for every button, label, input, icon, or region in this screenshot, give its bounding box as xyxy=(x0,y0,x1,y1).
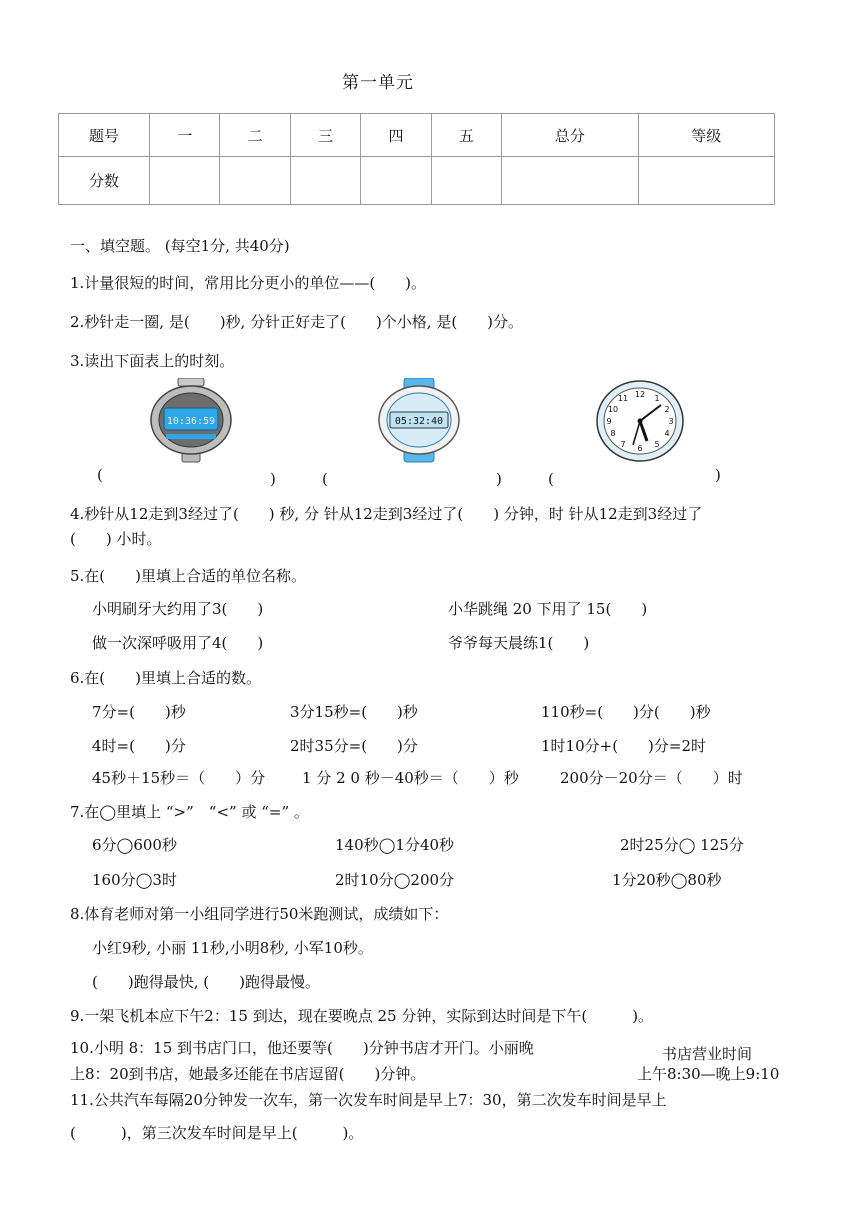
question-8: 8.体育老师对第一小组同学进行50米跑测试，成绩如下： xyxy=(70,905,449,923)
answer-paren-open: ( xyxy=(97,466,103,484)
score-table-header-row xyxy=(59,114,775,157)
q8-results: 小红9秒, 小丽 11秒,小明8秒, 小军10秒。 xyxy=(92,939,373,957)
score-input-cell[interactable] xyxy=(638,157,774,205)
table-cell: 题号 xyxy=(59,114,150,157)
watch-icon xyxy=(376,378,462,464)
q7-item: 140秒◯1分40秒 xyxy=(335,836,455,854)
answer-paren-close: ) xyxy=(715,466,721,484)
svg-text:7: 7 xyxy=(620,440,626,449)
question-6: 6.在( )里填上合适的数。 xyxy=(70,669,262,687)
score-input-cell[interactable] xyxy=(502,157,638,205)
q7-item: 2时10分◯200分 xyxy=(335,871,455,889)
q6-item: 1 分 2 0 秒－40秒＝（ ）秒 xyxy=(302,769,519,787)
question-4-cont: ( ) 小时。 xyxy=(70,530,162,548)
question-10-cont: 上8：20到书店，她最多还能在书店逗留( )分钟。 xyxy=(70,1065,426,1083)
svg-text:12: 12 xyxy=(634,390,646,399)
score-input-cell[interactable] xyxy=(431,157,501,205)
score-input-cell[interactable] xyxy=(361,157,431,205)
table-cell: 分数 xyxy=(59,157,150,205)
table-cell: 四 xyxy=(361,114,431,157)
answer-paren-open: ( xyxy=(322,470,328,488)
svg-text:5: 5 xyxy=(654,440,660,449)
q6-item: 110秒=( )分( )秒 xyxy=(541,703,711,721)
watch-display: 05:32:40 xyxy=(394,416,444,427)
svg-text:2: 2 xyxy=(664,405,670,414)
answer-paren-close: ) xyxy=(270,470,276,488)
q7-item: 160分◯3时 xyxy=(92,871,177,889)
q5-item: 爷爷每天晨练1( ) xyxy=(448,634,590,652)
store-hours-title: 书店营业时间 xyxy=(662,1045,753,1063)
stopwatch-display: 10:36:59 xyxy=(166,416,216,427)
svg-text:8: 8 xyxy=(610,429,616,438)
table-cell: 二 xyxy=(220,114,290,157)
table-cell: 一 xyxy=(150,114,220,157)
question-11: 11.公共汽车每隔20分钟发一次车，第一次发车时间是早上7：30，第二次发车时间是早上 xyxy=(70,1091,667,1109)
score-table-row xyxy=(59,157,775,205)
q7-item: 1分20秒◯80秒 xyxy=(612,871,722,889)
svg-text:3: 3 xyxy=(668,417,674,426)
q5-item: 做一次深呼吸用了4( ) xyxy=(92,634,264,652)
question-5: 5.在( )里填上合适的单位名称。 xyxy=(70,567,307,585)
svg-text:9: 9 xyxy=(606,417,612,426)
question-2: 2.秒针走一圈, 是( )秒, 分针正好走了( )个小格, 是( )分。 xyxy=(70,313,524,331)
q6-item: 7分=( )秒 xyxy=(92,703,186,721)
page-title: 第一单元 xyxy=(342,73,414,93)
table-cell: 五 xyxy=(431,114,501,157)
q6-item: 4时=( )分 xyxy=(92,737,186,755)
svg-text:4: 4 xyxy=(664,429,670,438)
svg-text:11: 11 xyxy=(617,394,629,403)
score-input-cell[interactable] xyxy=(220,157,290,205)
question-10: 10.小明 8：15 到书店门口，他还要等( )分钟书店才开门。小丽晚 xyxy=(70,1039,534,1057)
q6-item: 45秒＋15秒＝（ ）分 xyxy=(92,769,266,787)
q6-item: 200分－20分＝（ ）时 xyxy=(560,769,743,787)
answer-paren-open: ( xyxy=(548,470,554,488)
q7-item: 2时25分◯ 125分 xyxy=(620,836,744,854)
score-table xyxy=(58,113,775,205)
svg-text:10: 10 xyxy=(607,405,619,414)
analog-clock-icon xyxy=(595,379,685,463)
q6-item: 1时10分+( )分=2时 xyxy=(541,737,707,755)
store-hours: 上午8:30—晚上9:10 xyxy=(637,1065,780,1083)
answer-paren-close: ) xyxy=(496,470,502,488)
stopwatch-icon xyxy=(148,378,234,464)
question-7: 7.在◯里填上 “>” “<” 或 “=” 。 xyxy=(70,803,309,821)
q6-item: 3分15秒=( )秒 xyxy=(290,703,418,721)
question-4: 4.秒针从12走到3经过了( ) 秒, 分 针从12走到3经过了( ) 分钟，时 针从12走到3经过了 xyxy=(70,505,703,523)
q5-item: 小明刷牙大约用了3( ) xyxy=(92,600,264,618)
score-input-cell[interactable] xyxy=(290,157,360,205)
question-3: 3.读出下面表上的时刻。 xyxy=(70,352,235,370)
question-1: 1.计量很短的时间，常用比分更小的单位——( )。 xyxy=(70,274,427,292)
q8-blanks: ( )跑得最快, ( )跑得最慢。 xyxy=(92,973,320,991)
question-9: 9.一架飞机本应下午2：15 到达，现在要晚点 25 分钟，实际到达时间是下午( )。 xyxy=(70,1007,654,1025)
q5-item: 小华跳绳 20 下用了 15( ) xyxy=(448,600,648,618)
svg-text:1: 1 xyxy=(654,394,660,403)
svg-text:6: 6 xyxy=(637,444,643,453)
q7-item: 6分◯600秒 xyxy=(92,836,177,854)
table-cell: 三 xyxy=(290,114,360,157)
table-cell: 等级 xyxy=(638,114,774,157)
table-cell: 总分 xyxy=(502,114,638,157)
section-heading: 一、填空题。 (每空1分, 共40分) xyxy=(70,237,290,255)
q6-item: 2时35分=( )分 xyxy=(290,737,418,755)
question-11-cont: ( )，第三次发车时间是早上( )。 xyxy=(70,1124,364,1142)
score-input-cell[interactable] xyxy=(150,157,220,205)
